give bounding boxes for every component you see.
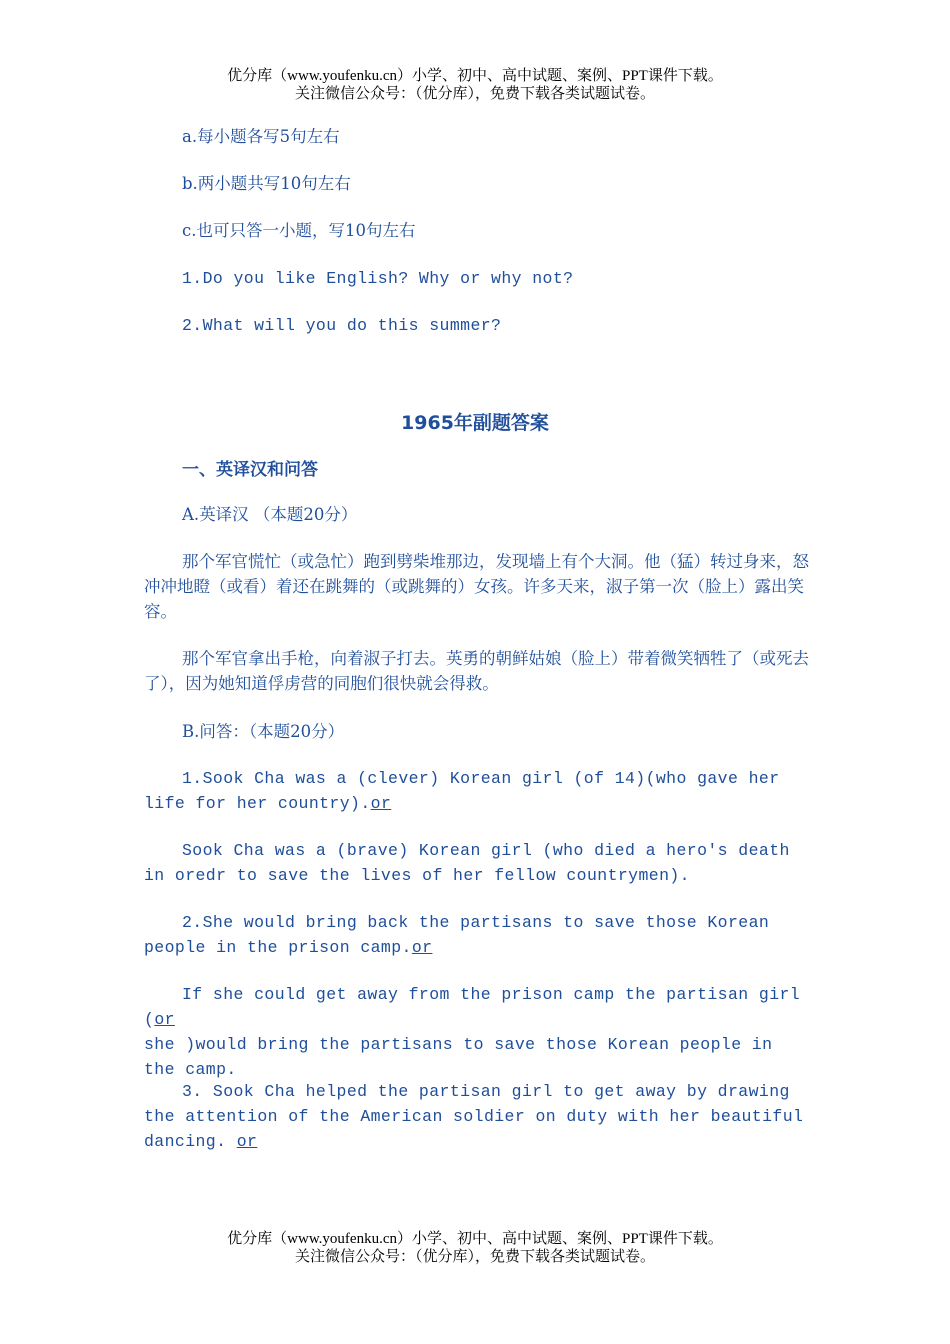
question-2: 2.What will you do this summer? [182,316,502,335]
answer-b2-text: 2.She would bring back the partisans to save those Korean people in the prison camp. [144,913,770,957]
part-a-paragraph-2: 那个军官拿出手枪，向着淑子打去。英勇的朝鲜姑娘（脸上）带着微笑牺牲了（或死去了），因为她知道俘虏营的同胞们很快就会得救。 [144,649,809,693]
answer-b3 [144,1079,809,1154]
answer-b2-alternative [144,982,809,1082]
question-1: 1.Do you like English? Why or why not? [182,269,574,288]
footer-line-2: 关注微信公众号：（优分库），免费下载各类试题试卷。 [294,1249,655,1265]
section-1-heading: 一、英译汉和问答 [182,460,318,480]
instruction-c: c.也可只答一小题，写10句左右 [182,221,416,240]
header-line-1: 优分库（www.youfenku.cn）小学、初中、高中试题、案例、PPT课件下载。 [227,68,723,84]
part-a-paragraph-1: 那个军官慌忙（或急忙）跑到劈柴堆那边，发现墙上有个大洞。他（猛）转过身来，怒冲冲地瞪（或看）着还在跳舞的（或跳舞的）女孩。许多天来，淑子第一次（脸上）露出笑容。 [144,552,809,621]
answer-b2-alt-post: she )would bring the partisans to save those Korean people in the camp. [144,1035,773,1079]
or-marker: or [154,1010,175,1029]
footer-line-1: 优分库（www.youfenku.cn）小学、初中、高中试题、案例、PPT课件下载。 [227,1231,723,1247]
or-marker: or [370,794,392,813]
page-footer [0,1230,950,1266]
instruction-a: a.每小题各写5句左右 [182,127,340,146]
instruction-b: b.两小题共写10句左右 [182,174,351,193]
answer-b3-text: 3. Sook Cha helped the partisan girl to get away by drawing the attention of the American soldier on duty with her beautiful dancing. [144,1082,804,1151]
part-a-label: A.英译汉 （本题20分） [182,505,358,524]
answers-title: 1965年副题答案 [401,412,549,434]
answer-b2 [144,910,809,960]
answer-b2-alt-pre: If she could get away from the prison camp the partisan girl ( [144,985,801,1029]
or-marker: or [411,938,433,957]
answer-b1-text: 1.Sook Cha was a (clever) Korean girl (of 14)(who gave her life for her country). [144,769,780,813]
page-header [0,67,950,103]
answer-b1 [144,766,809,816]
or-marker: or [236,1132,258,1151]
answer-b1-alternative: Sook Cha was a (brave) Korean girl (who died a hero's death in oredr to save the lives of her fellow countrymen). [144,841,790,885]
part-b-label: B.问答：（本题20分） [182,722,345,741]
header-line-2: 关注微信公众号：（优分库），免费下载各类试题试卷。 [294,86,655,102]
